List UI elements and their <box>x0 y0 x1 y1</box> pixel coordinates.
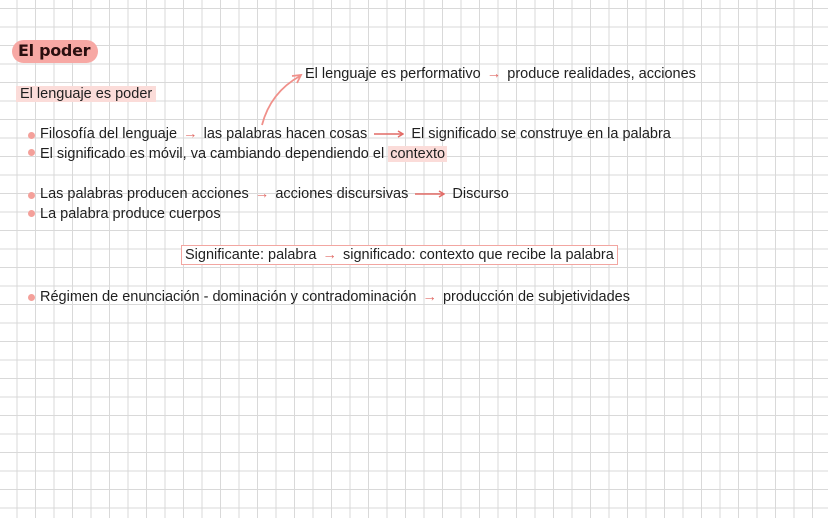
long-arrow-icon <box>415 189 445 199</box>
bullet-text: Discurso <box>452 186 509 202</box>
bullet-filosofia <box>40 126 671 142</box>
subtitle-highlight: El lenguaje es poder <box>16 86 156 102</box>
bullet-dot-icon <box>28 210 35 217</box>
long-arrow-icon <box>374 129 404 139</box>
bullet-dot-icon <box>28 149 35 156</box>
bullet-text: Régimen de enunciación - dominación y contradominación <box>40 289 417 305</box>
bullet-text: Las palabras producen acciones <box>40 186 249 202</box>
bullet-text: El significado se construye en la palabra <box>411 126 671 142</box>
arrow-icon: → <box>254 186 270 202</box>
arrow-icon: → <box>322 247 337 263</box>
arrow-icon: → <box>183 126 198 142</box>
performativo-line <box>305 66 696 82</box>
arrow-icon: → <box>486 66 502 82</box>
bullet-dot-icon <box>28 132 35 139</box>
bullet-text: acciones discursivas <box>275 186 409 202</box>
performativo-result: produce realidades, acciones <box>507 66 696 82</box>
bullet-text: producción de subjetividades <box>442 289 630 305</box>
box-text: Significante: palabra <box>185 247 317 263</box>
bullet-dot-icon <box>28 294 35 301</box>
bullet-text: El significado es móvil, va cambiando dependiendo el <box>40 146 385 162</box>
bullet-significado-movil <box>40 146 447 162</box>
bullet-text: La palabra produce cuerpos <box>40 206 221 222</box>
bullet-text: Filosofía del lenguaje <box>40 126 178 142</box>
bullet-regimen <box>40 289 630 305</box>
highlight-contexto: contexto <box>390 146 446 162</box>
box-text: significado: contexto que recibe la palabra <box>342 247 614 263</box>
bullet-palabras-acciones <box>40 186 509 202</box>
bullet-text: las palabras hacen cosas <box>203 126 368 142</box>
page-title: El poder <box>12 40 98 63</box>
performativo-text: El lenguaje es performativo <box>305 66 481 82</box>
arrow-icon: → <box>422 289 437 305</box>
bullet-dot-icon <box>28 192 35 199</box>
definition-box <box>181 245 618 265</box>
bullet-produce-cuerpos <box>40 206 221 222</box>
